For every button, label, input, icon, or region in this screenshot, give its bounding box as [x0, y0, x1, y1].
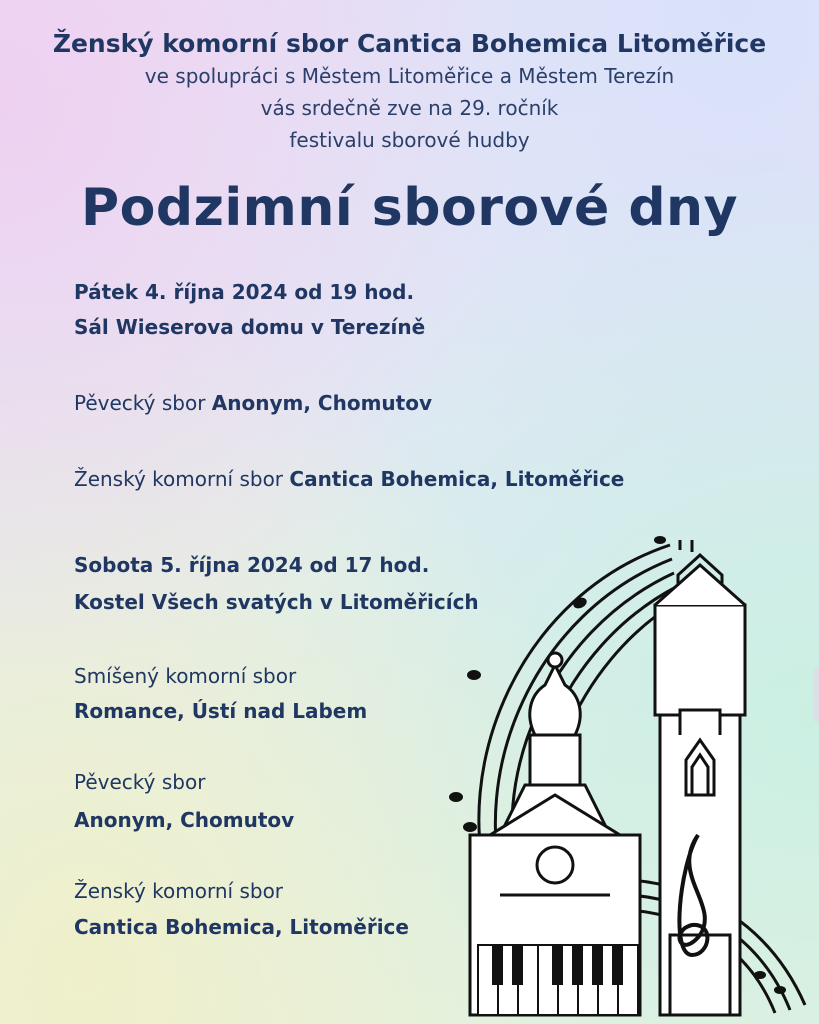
scrollbar-hint[interactable] [813, 668, 819, 722]
cooperation-line: ve spolupráci s Městem Litoměřice a Městem Terezín [144, 64, 675, 88]
concert2-date: Sobota 5. října 2024 od 17 hod. [74, 553, 430, 577]
performer-name: Cantica Bohemica, Litoměřice [289, 467, 625, 491]
concert1-performer-2 [74, 465, 624, 493]
concert2-performer-3-type: Ženský komorní sbor [74, 879, 284, 903]
church-tower-music-staff-icon [430, 535, 819, 1024]
festival-type-line: festivalu sborové hudby [289, 128, 530, 152]
concert1-date: Pátek 4. října 2024 od 19 hod. [74, 280, 415, 304]
performer-type: Ženský komorní sbor [74, 467, 290, 491]
festival-title: Podzimní sborové dny [81, 178, 738, 238]
concert1-venue: Sál Wieserova domu v Terezíně [74, 315, 426, 339]
performer-name: Anonym, Chomutov [211, 391, 433, 415]
concert2-performer-3-name: Cantica Bohemica, Litoměřice [74, 915, 409, 939]
invitation-header [0, 28, 819, 156]
concert2-performer-2-name: Anonym, Chomutov [74, 808, 295, 832]
concert2-performer-1-type: Smíšený komorní sbor [74, 664, 297, 688]
performer-type: Pěvecký sbor [74, 391, 212, 415]
invitation-line: vás srdečně zve na 29. ročník [260, 96, 559, 120]
concert1-performer-1 [74, 389, 432, 417]
concert2-performer-2-type: Pěvecký sbor [74, 770, 206, 794]
concert2-venue: Kostel Všech svatých v Litoměřicích [74, 590, 479, 614]
organizer-name: Ženský komorní sbor Cantica Bohemica Litoměřice [52, 29, 767, 58]
concert2-performer-1-name: Romance, Ústí nad Labem [74, 699, 368, 723]
